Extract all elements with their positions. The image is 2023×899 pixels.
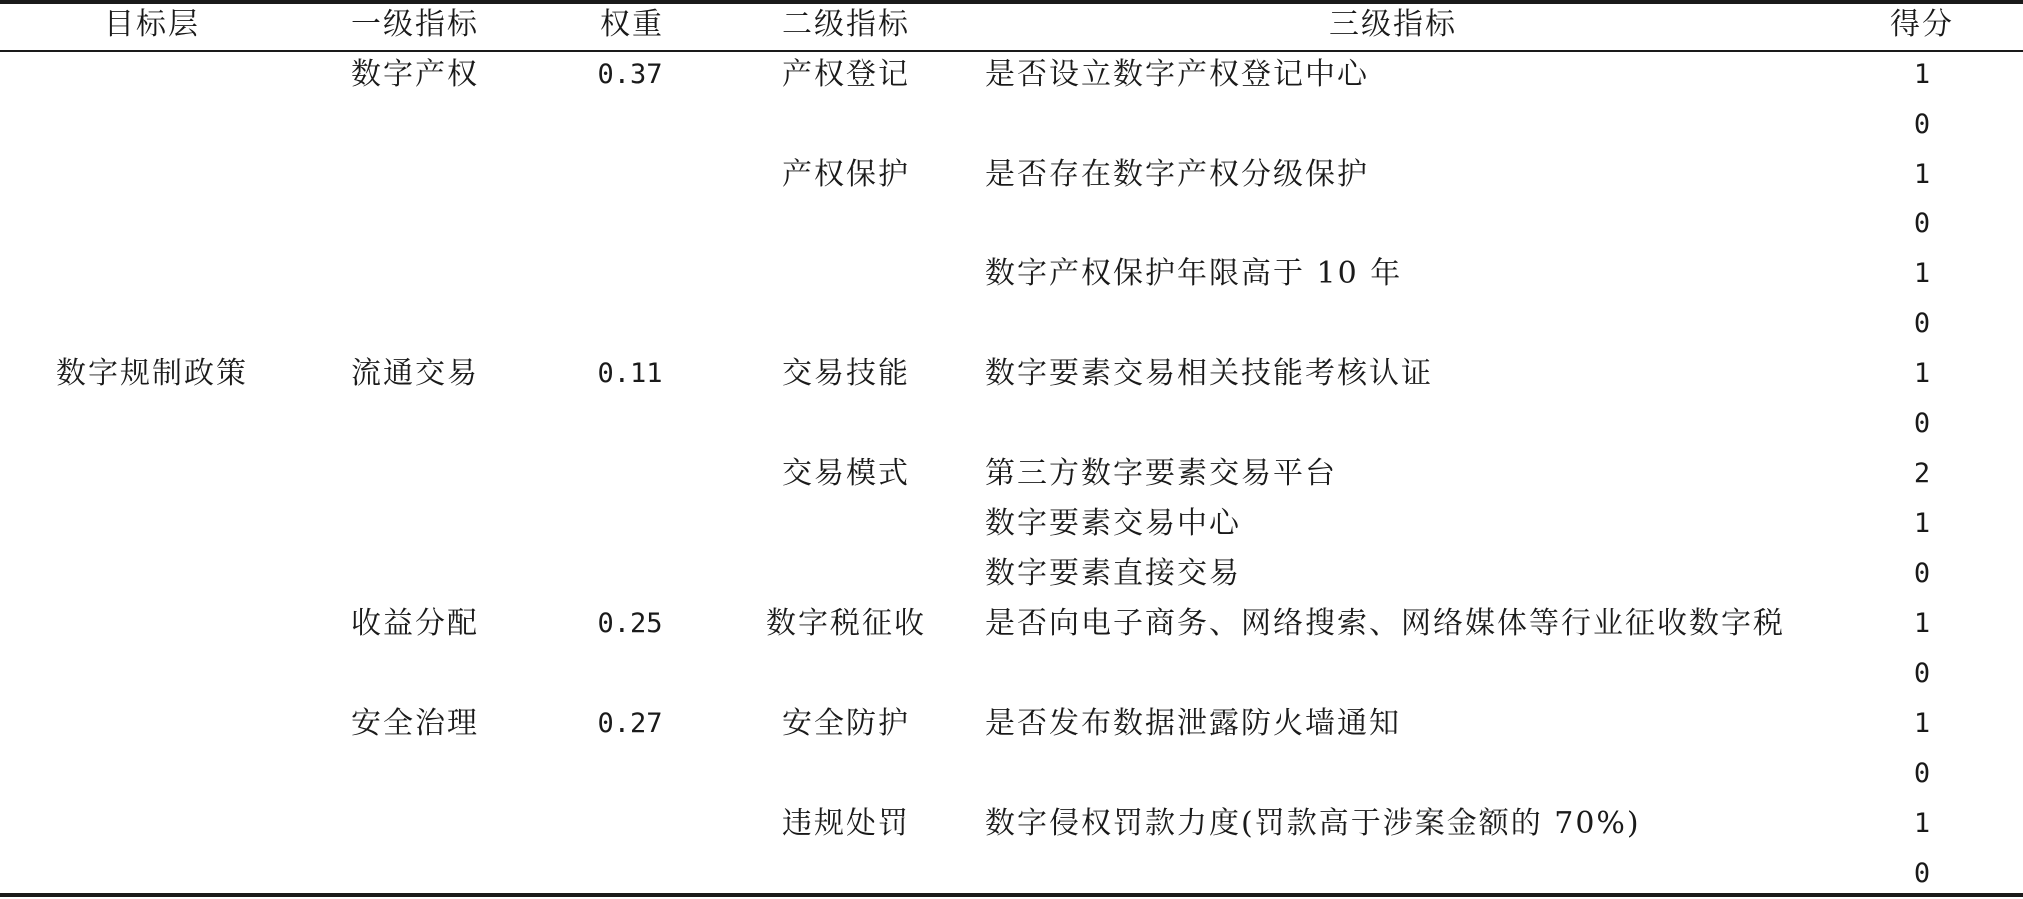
level3-tiered-protection: 是否存在数字产权分级保护 — [985, 157, 1369, 192]
header-target-layer: 目标层 — [104, 7, 200, 42]
level3-skills-certification: 数字要素交易相关技能考核认证 — [985, 356, 1433, 391]
level2-property-registration: 产权登记 — [782, 57, 910, 92]
level3-leak-firewall-notice: 是否发布数据泄露防火墙通知 — [985, 706, 1401, 741]
score-cell: 0 — [1913, 208, 1931, 239]
header-score: 得分 — [1890, 7, 1954, 42]
level3-infringement-fine: 数字侵权罚款力度(罚款高于涉案金额的 70%) — [985, 806, 1641, 841]
score-cell: 0 — [1913, 558, 1931, 589]
score-cell: 0 — [1913, 758, 1931, 789]
score-cell: 1 — [1913, 708, 1931, 739]
header-level1: 一级指标 — [351, 7, 479, 42]
level2-property-protection: 产权保护 — [782, 157, 910, 192]
level1-income-distribution: 收益分配 — [351, 606, 479, 641]
level2-digital-tax: 数字税征收 — [766, 606, 926, 641]
level3-trading-center: 数字要素交易中心 — [985, 506, 1241, 541]
level2-trade-mode: 交易模式 — [782, 456, 910, 491]
header-level3: 三级指标 — [1329, 7, 1457, 42]
target-layer-cell: 数字规制政策 — [56, 356, 248, 391]
score-cell: 1 — [1913, 358, 1931, 389]
weight-circulation-trade: 0.11 — [597, 358, 663, 389]
weight-digital-property: 0.37 — [597, 59, 663, 90]
level1-security-governance: 安全治理 — [351, 706, 479, 741]
score-cell: 0 — [1913, 109, 1931, 140]
header-level2: 二级指标 — [782, 7, 910, 42]
score-cell: 0 — [1913, 308, 1931, 339]
level3-digital-tax-levy: 是否向电子商务、网络搜索、网络媒体等行业征收数字税 — [985, 606, 1785, 641]
score-cell: 1 — [1913, 159, 1931, 190]
table-bottom-rule — [0, 893, 2023, 897]
level2-trade-skills: 交易技能 — [782, 356, 910, 391]
weight-security-governance: 0.27 — [597, 708, 663, 739]
level2-violation-penalty: 违规处罚 — [782, 806, 910, 841]
level3-registration-center: 是否设立数字产权登记中心 — [985, 57, 1369, 92]
header-weight: 权重 — [600, 7, 664, 42]
level1-circulation-trade: 流通交易 — [351, 356, 479, 391]
score-cell: 2 — [1913, 458, 1931, 489]
weight-income-distribution: 0.25 — [597, 608, 663, 639]
level3-third-party-platform: 第三方数字要素交易平台 — [985, 456, 1337, 491]
level3-direct-trade: 数字要素直接交易 — [985, 556, 1241, 591]
score-cell: 1 — [1913, 59, 1931, 90]
score-cell: 0 — [1913, 858, 1931, 889]
score-cell: 1 — [1913, 608, 1931, 639]
score-cell: 1 — [1913, 508, 1931, 539]
score-cell: 1 — [1913, 258, 1931, 289]
level1-digital-property: 数字产权 — [351, 57, 479, 92]
score-cell: 0 — [1913, 408, 1931, 439]
level3-protection-term: 数字产权保护年限高于 10 年 — [985, 256, 1403, 291]
score-cell: 1 — [1913, 808, 1931, 839]
score-cell: 0 — [1913, 658, 1931, 689]
table-top-rule — [0, 0, 2023, 4]
level2-security-protection: 安全防护 — [782, 706, 910, 741]
